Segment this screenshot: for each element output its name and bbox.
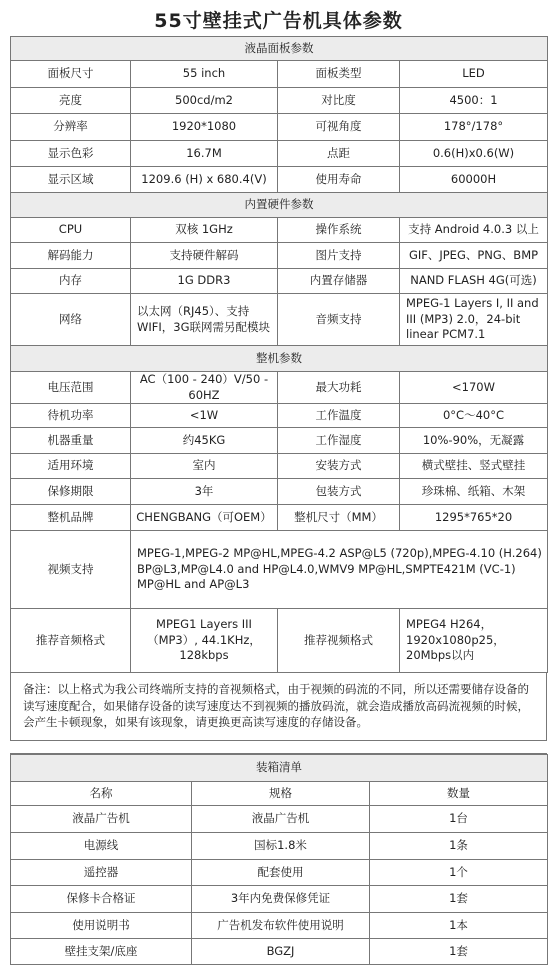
spec-value: CHENGBANG（可OEM） <box>131 505 278 531</box>
spec-value: <1W <box>131 404 278 428</box>
table-row <box>11 114 548 141</box>
table-row <box>11 243 548 269</box>
spec-value: 支持硬件解码 <box>131 243 278 269</box>
item-qty: 1条 <box>370 833 548 860</box>
spec-label: 保修期限 <box>11 479 131 505</box>
item-spec: 3年内免费保修凭证 <box>192 886 370 913</box>
spec-label: 面板类型 <box>278 61 400 88</box>
spec-value: 以太网（RJ45）、支持WIFI，3G联网需另配模块 <box>131 294 278 346</box>
item-name: 液晶广告机 <box>11 806 192 833</box>
table-row <box>11 61 548 88</box>
table-row <box>11 479 548 505</box>
spec-label: 内存 <box>11 269 131 294</box>
spec-value: 178°/178° <box>400 114 548 141</box>
spec-label: 图片支持 <box>278 243 400 269</box>
spec-label: 推荐音频格式 <box>11 609 131 673</box>
item-spec: 国标1.8米 <box>192 833 370 860</box>
item-spec: 配套使用 <box>192 860 370 886</box>
spec-table <box>10 36 548 673</box>
packing-list-table <box>10 754 548 965</box>
item-qty: 1套 <box>370 886 548 913</box>
spec-value: NAND FLASH 4G(可选) <box>400 269 548 294</box>
spec-value: 3年 <box>131 479 278 505</box>
item-spec: 液晶广告机 <box>192 806 370 833</box>
column-header: 名称 <box>11 782 192 806</box>
spec-label: 整机尺寸（MM） <box>278 505 400 531</box>
spec-label: 推荐视频格式 <box>278 609 400 673</box>
remark-note: 备注：以上格式为我公司终端所支持的音视频格式，由于视频的码流的不同，所以还需要储存设备的读写速度配合，如果储存设备的读写速度达不到视频的播放码流，就会造成播放高码流视频的时候，会产生卡顿现象，如果有该现象，请更换更高读写速度的存储设备。 <box>10 673 547 740</box>
section-header-packing: 装箱清单 <box>11 755 548 782</box>
spec-label: 操作系统 <box>278 218 400 243</box>
spec-value: 4500：1 <box>400 88 548 114</box>
table-row <box>11 167 548 193</box>
spec-value: MPEG-1 Layers I, II and III (MP3) 2.0，24-bit linear PCM7.1 <box>400 294 548 346</box>
spec-label: 分辨率 <box>11 114 131 141</box>
spec-value: 支持 Android 4.0.3 以上 <box>400 218 548 243</box>
spec-label: 显示区域 <box>11 167 131 193</box>
spec-label: 显示色彩 <box>11 141 131 167</box>
spec-value: 1920*1080 <box>131 114 278 141</box>
spec-label: 内置存储器 <box>278 269 400 294</box>
spec-value: 0°C～40°C <box>400 404 548 428</box>
spec-label: 使用寿命 <box>278 167 400 193</box>
spec-label: 可视角度 <box>278 114 400 141</box>
spec-label: 解码能力 <box>11 243 131 269</box>
spec-value: LED <box>400 61 548 88</box>
table-row <box>11 404 548 428</box>
table-row <box>11 454 548 479</box>
spec-label: 视频支持 <box>11 531 131 609</box>
column-header: 规格 <box>192 782 370 806</box>
table-row <box>11 218 548 243</box>
spec-value: 500cd/m2 <box>131 88 278 114</box>
spec-value: 1209.6 (H) x 680.4(V) <box>131 167 278 193</box>
spec-label: 整机品牌 <box>11 505 131 531</box>
column-header: 数量 <box>370 782 548 806</box>
spec-value: 60000H <box>400 167 548 193</box>
spec-value: MPEG4 H264，1920x1080p25，20Mbps以内 <box>400 609 548 673</box>
spec-value: MPEG1 Layers III（MP3）, 44.1KHz，128kbps <box>131 609 278 673</box>
spec-value: 1G DDR3 <box>131 269 278 294</box>
spec-label: 工作温度 <box>278 404 400 428</box>
spec-label: 面板尺寸 <box>11 61 131 88</box>
table-row <box>11 939 548 965</box>
spec-label: 网络 <box>11 294 131 346</box>
item-name: 保修卡合格证 <box>11 886 192 913</box>
spec-label: CPU <box>11 218 131 243</box>
table-row <box>11 531 548 609</box>
section-header-lcd: 液晶面板参数 <box>11 37 548 61</box>
spec-value: <170W <box>400 372 548 404</box>
item-name: 壁挂支架/底座 <box>11 939 192 965</box>
item-name: 电源线 <box>11 833 192 860</box>
spec-value: 10%-90%，无凝露 <box>400 428 548 454</box>
table-row <box>11 372 548 404</box>
item-qty: 1台 <box>370 806 548 833</box>
item-qty: 1套 <box>370 939 548 965</box>
spec-label: 亮度 <box>11 88 131 114</box>
spec-label: 最大功耗 <box>278 372 400 404</box>
item-name: 遥控器 <box>11 860 192 886</box>
section-header-hardware: 内置硬件参数 <box>11 193 548 218</box>
table-row <box>11 141 548 167</box>
spec-label: 适用环境 <box>11 454 131 479</box>
spec-value: 双核 1GHz <box>131 218 278 243</box>
spec-label: 机器重量 <box>11 428 131 454</box>
section-header-machine: 整机参数 <box>11 346 548 372</box>
spec-label: 音频支持 <box>278 294 400 346</box>
table-row <box>11 886 548 913</box>
table-row <box>11 860 548 886</box>
table-row <box>11 88 548 114</box>
table-row <box>11 269 548 294</box>
table-row <box>11 609 548 673</box>
table-row <box>11 913 548 939</box>
spec-sheet <box>10 6 547 965</box>
spec-label: 包装方式 <box>278 479 400 505</box>
spec-label: 待机功率 <box>11 404 131 428</box>
page-title: 55寸壁挂式广告机具体参数 <box>154 10 403 32</box>
table-row <box>11 294 548 346</box>
table-row <box>11 806 548 833</box>
spec-label: 点距 <box>278 141 400 167</box>
spec-value: 室内 <box>131 454 278 479</box>
spec-value: 16.7M <box>131 141 278 167</box>
spec-label: 电压范围 <box>11 372 131 404</box>
item-qty: 1个 <box>370 860 548 886</box>
table-row <box>11 505 548 531</box>
item-spec: BGZJ <box>192 939 370 965</box>
divider <box>10 740 547 754</box>
spec-value: MPEG-1,MPEG-2 MP@HL,MPEG-4.2 ASP@L5 (720p),MPEG-4.10 (H.264) BP@L3,MP@L4.0 and HP@L4.0,WMV9 MP@HL,SMPTE421M (VC-1) MP@HL and AP@L3 <box>131 531 548 609</box>
item-spec: 广告机发布软件使用说明 <box>192 913 370 939</box>
spec-value: 珍珠棉、纸箱、木架 <box>400 479 548 505</box>
spec-value: GIF、JPEG、PNG、BMP <box>400 243 548 269</box>
spec-value: 0.6(H)x0.6(W) <box>400 141 548 167</box>
table-row <box>11 833 548 860</box>
spec-value: 横式壁挂、竖式壁挂 <box>400 454 548 479</box>
spec-label: 对比度 <box>278 88 400 114</box>
table-row <box>11 428 548 454</box>
spec-value: 1295*765*20 <box>400 505 548 531</box>
spec-label: 安装方式 <box>278 454 400 479</box>
spec-value: AC（100 - 240）V/50 - 60HZ <box>131 372 278 404</box>
item-qty: 1本 <box>370 913 548 939</box>
table-header-row <box>11 782 548 806</box>
item-name: 使用说明书 <box>11 913 192 939</box>
spec-value: 55 inch <box>131 61 278 88</box>
spec-value: 约45KG <box>131 428 278 454</box>
spec-label: 工作湿度 <box>278 428 400 454</box>
